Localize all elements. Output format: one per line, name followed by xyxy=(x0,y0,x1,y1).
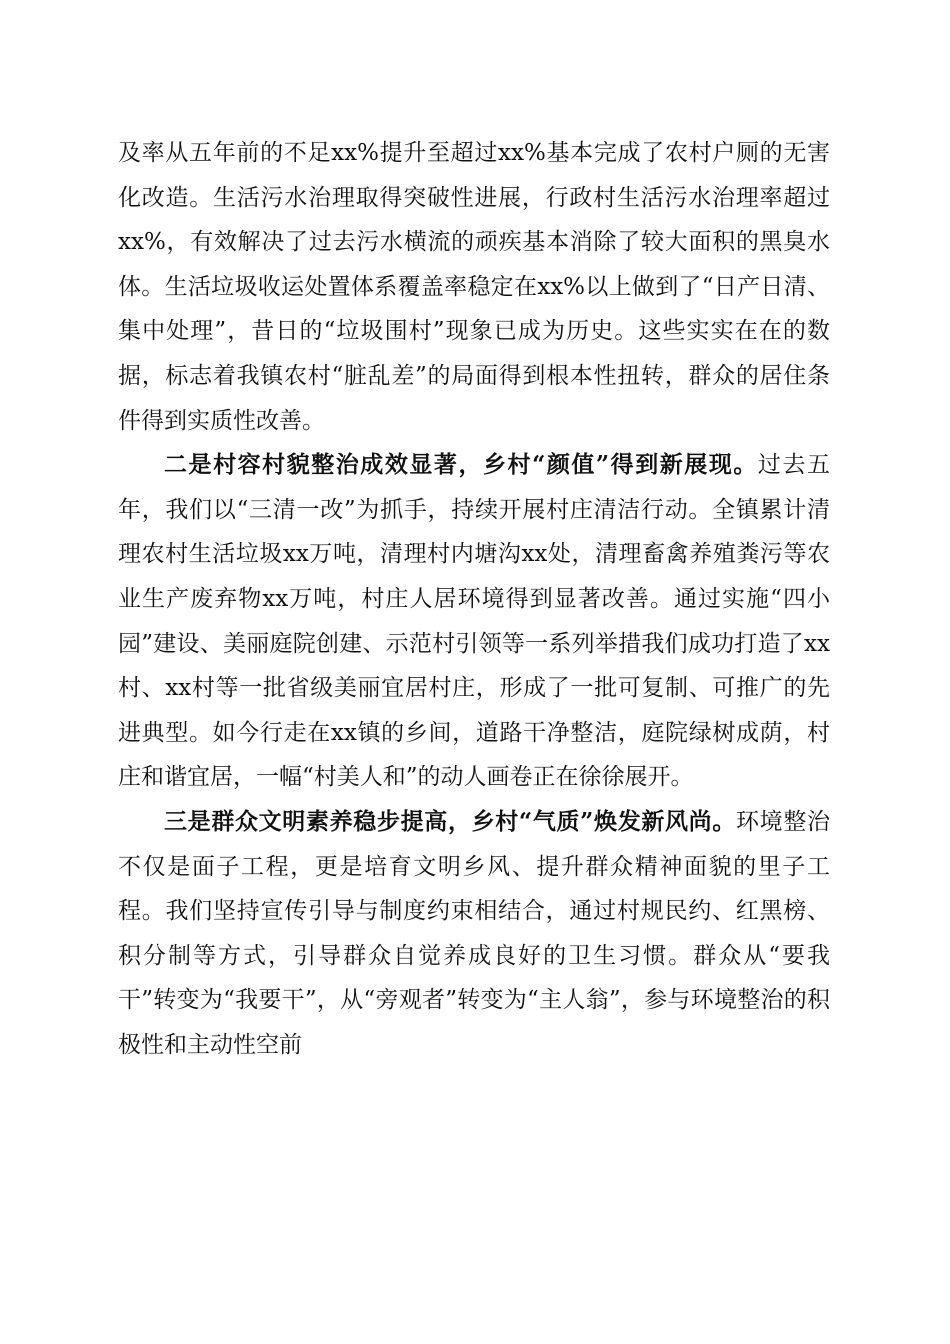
paragraph-3 xyxy=(118,800,830,1068)
paragraph-2-text: 过去五年，我们以“三清一改”为抓手，持续开展村庄清洁行动。全镇累计清理农村生活垃圾xx万吨，清理村内塘沟xx处，清理畜禽养殖粪污等农业生产废弃物xx万吨，村庄人居环境得到显著改善。通过实施“四小园”建设、美丽庭院创建、示范村引领等一系列举措我们成功打造了xx村、xx村等一批省级美丽宜居村庄，形成了一批可复制、可推广的先进典型。如今行走在xx镇的乡间，道路干净整洁，庭院绿树成荫，村庄和谐宜居，一幅“村美人和”的动人画卷正在徐徐展开。 xyxy=(118,452,830,791)
paragraph-3-text: 环境整治不仅是面子工程，更是培育文明乡风、提升群众精神面貌的里子工程。我们坚持宣传引导与制度约束相结合，通过村规民约、红黑榜、积分制等方式，引导群众自觉养成良好的卫生习惯。群众从“要我干”转变为“我要干”，从“旁观者”转变为“主人翁”，参与环境整治的积极性和主动性空前 xyxy=(118,808,831,1058)
paragraph-2 xyxy=(118,443,830,800)
paragraph-3-heading: 三是群众文明素养稳步提高，乡村“气质”焕发新风尚。 xyxy=(164,807,737,835)
document-body xyxy=(118,131,830,1067)
paragraph-1-text: 及率从五年前的不足xx%提升至超过xx%基本完成了农村户厕的无害化改造。生活污水治理取得突破性进展，行政村生活污水治理率超过xx%，有效解决了过去污水横流的顽疾基本消除了较大面积的黑臭水体。生活垃圾收运处置体系覆盖率稳定在xx%以上做到了“日产日清、集中处理”，昔日的“垃圾围村”现象已成为历史。这些实实在在的数据，标志着我镇农村“脏乱差”的局面得到根本性扭转，群众的居住条件得到实质性改善。 xyxy=(118,140,830,434)
paragraph-2-heading: 二是村容村貌整治成效显著，乡村“颜值”得到新展现。 xyxy=(164,451,758,479)
paragraph-1 xyxy=(118,131,830,443)
